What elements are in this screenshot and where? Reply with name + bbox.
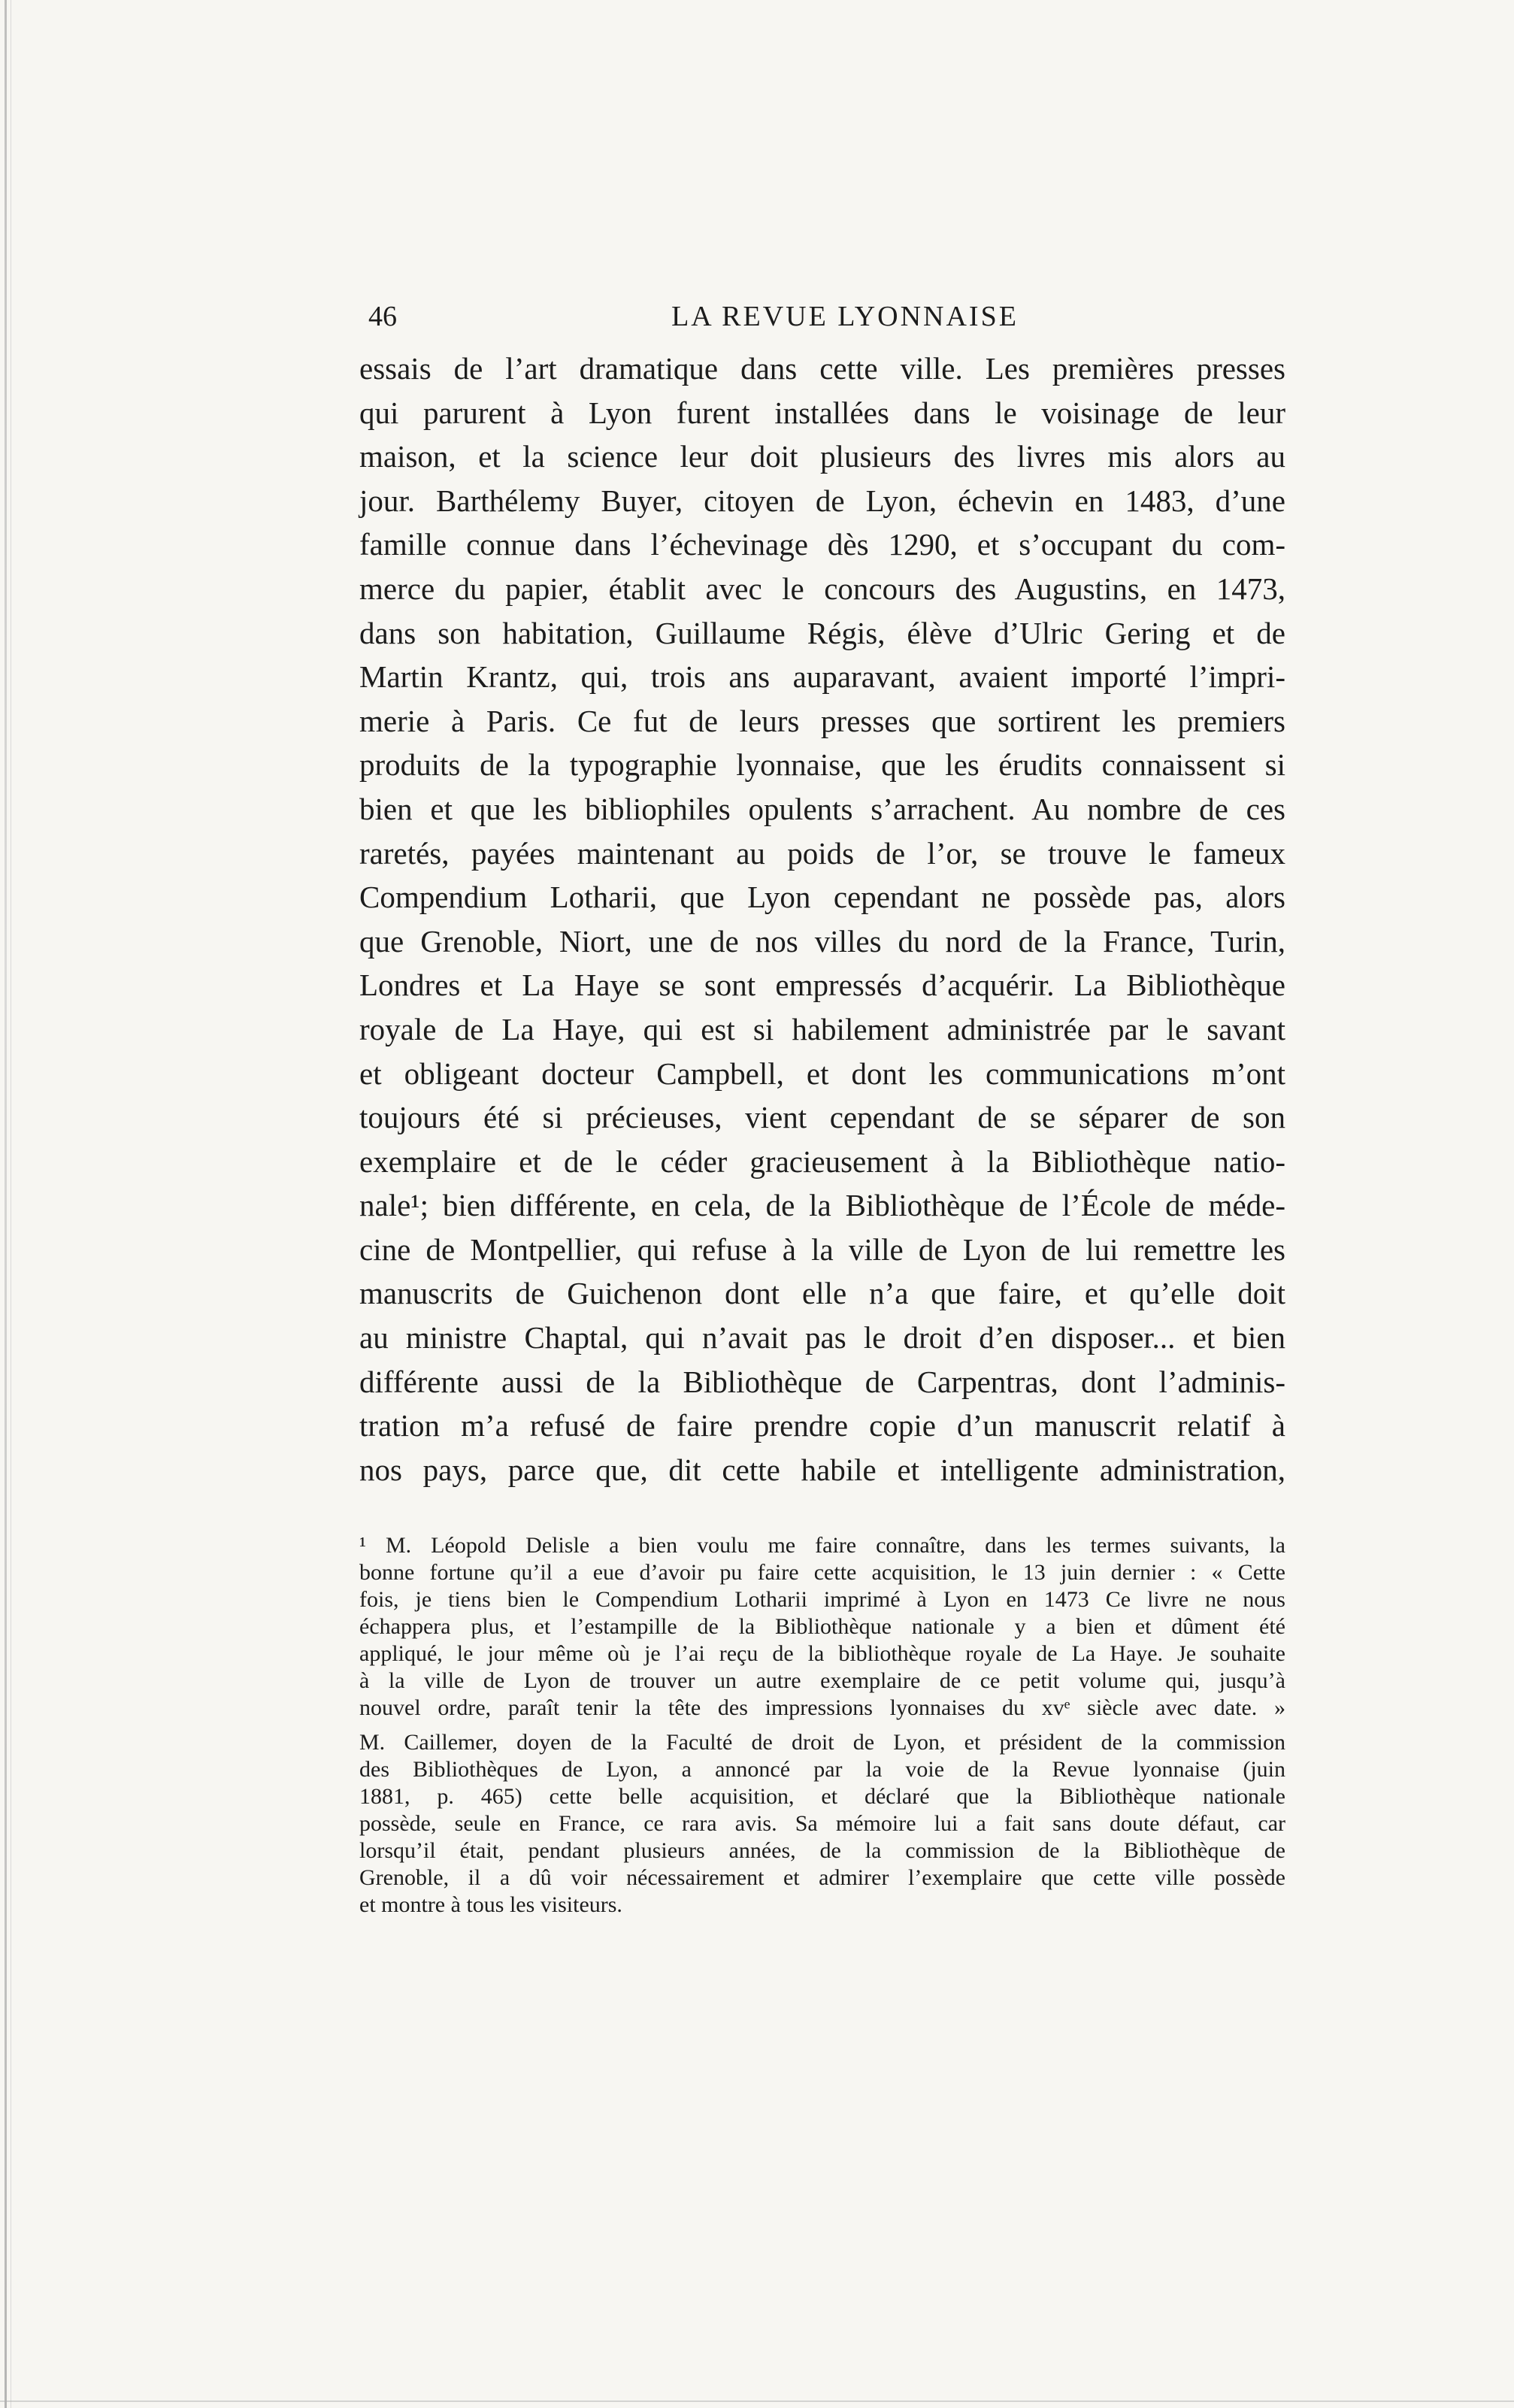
footnote-line: M. Caillemer, doyen de la Faculté de droit de Lyon, et président de la commission (359, 1730, 1285, 1755)
body-line: au ministre Chaptal, qui n’avait pas le droit d’en disposer... et bien (359, 1320, 1285, 1355)
scan-border-bottom (0, 2400, 1514, 2402)
footnote-line: ¹ M. Léopold Delisle a bien voulu me faire connaître, dans les termes suivants, la (359, 1533, 1285, 1558)
footnote-line: appliqué, le jour même où je l’ai reçu de la bibliothèque royale de La Haye. Je souhaite (359, 1641, 1285, 1667)
body-line: que Grenoble, Niort, une de nos villes du nord de la France, Turin, (359, 923, 1285, 959)
body-line: maison, et la science leur doit plusieurs des livres mis alors au (359, 439, 1285, 474)
body-line: manuscrits de Guichenon dont elle n’a que faire, et qu’elle doit (359, 1276, 1285, 1311)
body-line: produits de la typographie lyonnaise, que les érudits connaissent si (359, 747, 1285, 783)
body-line: jour. Barthélemy Buyer, citoyen de Lyon, échevin en 1483, d’une (359, 483, 1285, 518)
body-line: qui parurent à Lyon furent installées dans le voisinage de leur (359, 395, 1285, 430)
footnote-line: échappera plus, et l’estampille de la Bibliothèque nationale y a bien et dûment été (359, 1614, 1285, 1640)
body-line: Martin Krantz, qui, trois ans auparavant, avaient importé l’impri- (359, 659, 1285, 695)
running-title: LA REVUE LYONNAISE (671, 301, 1019, 332)
footnote-line: fois, je tiens bien le Compendium Lotharii imprimé à Lyon en 1473 Ce livre ne nous (359, 1587, 1285, 1613)
body-line: raretés, payées maintenant au poids de l’or, se trouve le fameux (359, 835, 1285, 871)
footnote-gap (359, 1722, 1285, 1729)
body-line: nale¹; bien différente, en cela, de la Bibliothèque de l’École de méde- (359, 1188, 1285, 1223)
page (359, 297, 1285, 1919)
body-line: nos pays, parce que, dit cette habile et intelligente administration, (359, 1452, 1285, 1487)
body-line: tration m’a refusé de faire prendre copie d’un manuscrit relatif à (359, 1408, 1285, 1443)
body-line: famille connue dans l’échevinage dès 1290, et s’occupant du com- (359, 527, 1285, 562)
body-line: Compendium Lotharii, que Lyon cependant ne possède pas, alors (359, 880, 1285, 915)
body-line: merie à Paris. Ce fut de leurs presses que sortirent les premiers (359, 703, 1285, 738)
body-line: toujours été si précieuses, vient cependant de se séparer de son (359, 1100, 1285, 1135)
footnote-line: à la ville de Lyon de trouver un autre exemplaire de ce petit volume qui, jusqu’à (359, 1668, 1285, 1694)
body-line: merce du papier, établit avec le concours des Augustins, en 1473, (359, 571, 1285, 606)
footnote-line: Grenoble, il a dû voir nécessairement et admirer l’exemplaire que cette ville possède (359, 1865, 1285, 1891)
body-line: dans son habitation, Guillaume Régis, élève d’Ulric Gering et de (359, 615, 1285, 650)
running-head (359, 297, 1285, 342)
body-line: Londres et La Haye se sont empressés d’acquérir. La Bibliothèque (359, 968, 1285, 1003)
page-number: 46 (368, 301, 397, 332)
scan-border-left (5, 0, 7, 2408)
body-text (359, 347, 1285, 1492)
footnote-line: et montre à tous les visiteurs. (359, 1892, 622, 1918)
footnote-line: bonne fortune qu’il a eue d’avoir pu faire cette acquisition, le 13 juin dernier : « Cette (359, 1560, 1285, 1586)
footnote-line: possède, seule en France, ce rara avis. Sa mémoire lui a fait sans doute défaut, car (359, 1811, 1285, 1837)
body-line: bien et que les bibliophiles opulents s’arrachent. Au nombre de ces (359, 791, 1285, 826)
body-line: royale de La Haye, qui est si habilement administrée par le savant (359, 1011, 1285, 1046)
body-line: différente aussi de la Bibliothèque de Carpentras, dont l’adminis- (359, 1364, 1285, 1399)
body-line: exemplaire et de le céder gracieusement à la Bibliothèque natio- (359, 1143, 1285, 1179)
body-line: et obligeant docteur Campbell, et dont les communications m’ont (359, 1056, 1285, 1091)
body-line: cine de Montpellier, qui refuse à la ville de Lyon de lui remettre les (359, 1231, 1285, 1267)
footnote-line: nouvel ordre, paraît tenir la tête des impressions lyonnaises du xvᵉ siècle avec date. » (359, 1695, 1285, 1721)
footnote-line: des Bibliothèques de Lyon, a annoncé par la voie de la Revue lyonnaise (juin (359, 1757, 1285, 1783)
footnotes (359, 1532, 1285, 1919)
footnote-line: 1881, p. 465) cette belle acquisition, et déclaré que la Bibliothèque nationale (359, 1784, 1285, 1810)
footnote-line: lorsqu’il était, pendant plusieurs années, de la commission de la Bibliothèque de (359, 1838, 1285, 1864)
body-line: essais de l’art dramatique dans cette ville. Les premières presses (359, 351, 1285, 386)
